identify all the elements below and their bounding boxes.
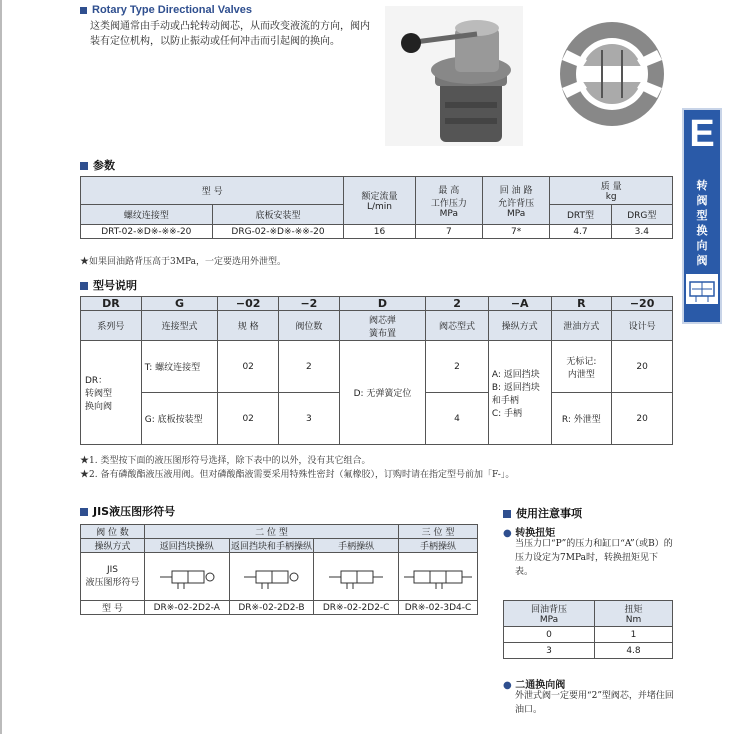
- jis-symbol-4: [399, 553, 478, 601]
- code-size: −02: [218, 297, 279, 311]
- label-spool: 阀芯型式: [426, 311, 489, 341]
- section-tab: [682, 108, 722, 324]
- notes-heading: 使用注意事项: [503, 505, 582, 521]
- jis-symbol-3: [314, 553, 399, 601]
- model-table: [80, 296, 673, 445]
- cell-positions-1: 2: [279, 341, 340, 393]
- heading-square-icon: [80, 282, 88, 290]
- cell-size-2: 02: [218, 393, 279, 445]
- label-design: 设计号: [612, 311, 673, 341]
- cell-pressure: 7: [415, 225, 482, 239]
- torque-text: 当压力口“P”的压力和缸口“A”（或B）的压力设定为7MPa时，转换扭矩见下表。: [515, 539, 673, 577]
- two-way-heading: ● 二通换向阀: [503, 680, 566, 691]
- cell-size-1: 02: [218, 341, 279, 393]
- torque-heading: ● 转换扭矩: [503, 528, 556, 539]
- jis-symbol-2: [229, 553, 314, 601]
- model-note-2: ★2. 备有磷酸酯液压液用阀。但对磷酸酯液需要采用特殊性密封（氟橡胶），订购时请在指定型号前加「F-」。: [80, 470, 515, 480]
- th-plate: 底板安装型: [212, 205, 344, 225]
- page-edge-line: [0, 0, 2, 734]
- torque-table: [503, 600, 673, 659]
- jis-op-3: 手柄操纵: [314, 539, 399, 553]
- page-title: Rotary Type Directional Valves: [80, 4, 252, 16]
- heading-square-icon: [80, 162, 88, 170]
- valve-symbol-icon: [686, 274, 718, 304]
- th-drt: DRT型: [550, 205, 611, 225]
- code-positions: −2: [279, 297, 340, 311]
- label-connection: 连接型式: [141, 311, 218, 341]
- params-note: ★如果回油路背压高于3MPa，一定要选用外泄型。: [80, 257, 286, 267]
- cell-connection-t: T: 螺纹连接型: [141, 341, 218, 393]
- cell-design-1: 20: [612, 341, 673, 393]
- code-operation: −A: [488, 297, 551, 311]
- model-note-1: ★1. 类型按下面的液压图形符号选择，除下表中的以外，没有其它组合。: [80, 456, 371, 466]
- label-drain: 泄油方式: [551, 311, 612, 341]
- title-square-icon: [80, 7, 87, 14]
- cell-design-2: 20: [612, 393, 673, 445]
- th-model: 型 号: [81, 177, 344, 205]
- code-spool: 2: [426, 297, 489, 311]
- cell-connection-g: G: 底板按装型: [141, 393, 218, 445]
- torque-cell: 3: [504, 643, 595, 659]
- cell-positions-2: 3: [279, 393, 340, 445]
- heading-square-icon: [80, 508, 88, 516]
- cell-flow: 16: [344, 225, 415, 239]
- th-mass: 质 量 kg: [550, 177, 673, 205]
- label-operation: 操纵方式: [488, 311, 551, 341]
- jis-th-three: 三 位 型: [399, 525, 478, 539]
- cell-plate: DRG-02-※D※-※※-20: [212, 225, 344, 239]
- jis-heading: JIS液压图形符号: [80, 503, 175, 519]
- jis-table: [80, 524, 478, 615]
- two-way-text: 外泄式阀一定要用“2”型阀芯，并堵住回油口。: [515, 691, 674, 715]
- params-heading: 参数: [80, 157, 115, 173]
- jis-op-4: 手柄操纵: [399, 539, 478, 553]
- jis-op-1: 返回挡块操纵: [144, 539, 229, 553]
- label-spring: 阀芯弹 簧布置: [339, 311, 425, 341]
- jis-th-two: 二 位 型: [144, 525, 398, 539]
- cell-thread: DRT-02-※D※-※※-20: [81, 225, 213, 239]
- bullet-icon: ●: [503, 528, 512, 539]
- label-positions: 阀位数: [279, 311, 340, 341]
- cell-spool-1: 2: [426, 341, 489, 393]
- torque-cell: 1: [595, 627, 673, 643]
- jis-type-4: DR※-02-3D4-C: [399, 601, 478, 615]
- th-thread: 螺纹连接型: [81, 205, 213, 225]
- cell-drain-2: R: 外泄型: [551, 393, 612, 445]
- jis-th-operation: 操纵方式: [81, 539, 145, 553]
- code-connection: G: [141, 297, 218, 311]
- intro-text: 这类阀通常由手动或凸轮转动阀芯，从而改变液流的方向，阀内装有定位机构，以防止振动或任何冲击而引起阀的换向。: [90, 21, 370, 47]
- jis-th-type: 型 号: [81, 601, 145, 615]
- heading-square-icon: [503, 510, 511, 518]
- cell-backpressure: 7*: [483, 225, 550, 239]
- th-pressure: 最 高 工作压力 MPa: [415, 177, 482, 225]
- cell-drg: 3.4: [611, 225, 672, 239]
- valve-photo: [385, 6, 523, 146]
- th-flow: 额定流量 L/min: [344, 177, 415, 225]
- bullet-icon: ●: [503, 680, 512, 691]
- cell-operation: A: 返回挡块 B: 返回挡块 和手柄 C: 手柄: [488, 341, 551, 445]
- params-table: [80, 176, 673, 239]
- torque-th-backpressure: 回油背压 MPa: [504, 601, 595, 627]
- th-drg: DRG型: [611, 205, 672, 225]
- jis-op-2: 返回挡块和手柄操纵: [229, 539, 314, 553]
- torque-cell: 4.8: [595, 643, 673, 659]
- jis-th-symbol: JIS 液压图形符号: [81, 553, 145, 601]
- model-heading: 型号说明: [80, 277, 137, 293]
- code-design: −20: [612, 297, 673, 311]
- torque-th-torque: 扭矩 Nm: [595, 601, 673, 627]
- cell-spool-2: 4: [426, 393, 489, 445]
- cell-drain-1: 无标记: 内泄型: [551, 341, 612, 393]
- th-backpressure: 回 油 路 允许背压 MPa: [483, 177, 550, 225]
- spool-section-drawing: [557, 20, 667, 128]
- jis-th-positions: 阀 位 数: [81, 525, 145, 539]
- code-spring: D: [339, 297, 425, 311]
- tab-text: 转阀型换向阀: [696, 179, 708, 267]
- jis-type-2: DR※-02-2D2-B: [229, 601, 314, 615]
- cell-series: DR： 转阀型 换向阀: [81, 341, 142, 445]
- code-series: DR: [81, 297, 142, 311]
- jis-symbol-1: [144, 553, 229, 601]
- jis-type-3: DR※-02-2D2-C: [314, 601, 399, 615]
- tab-letter: E: [689, 113, 715, 155]
- label-series: 系列号: [81, 311, 142, 341]
- jis-type-1: DR※-02-2D2-A: [144, 601, 229, 615]
- cell-spring: D: 无弹簧定位: [339, 341, 425, 445]
- torque-cell: 0: [504, 627, 595, 643]
- cell-drt: 4.7: [550, 225, 611, 239]
- label-size: 规 格: [218, 311, 279, 341]
- code-drain: R: [551, 297, 612, 311]
